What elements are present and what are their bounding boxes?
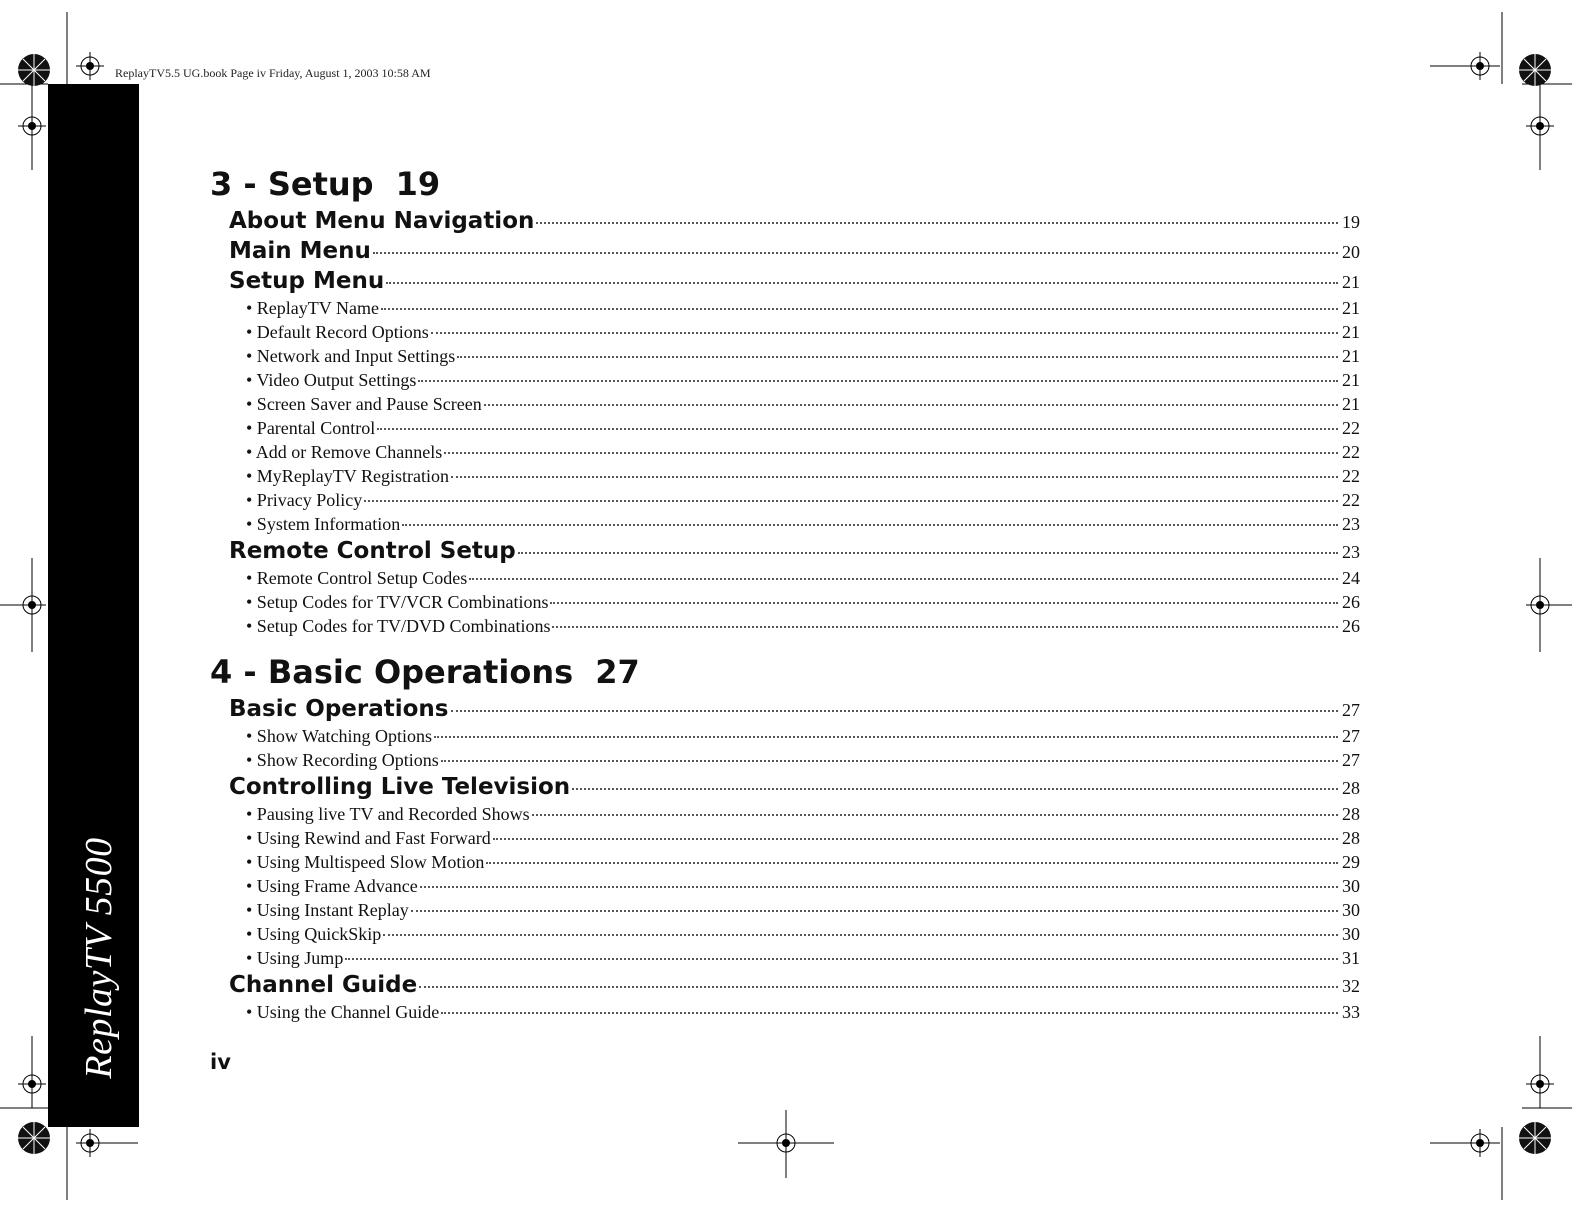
entry-label: Controlling Live Television <box>229 774 571 800</box>
entry-label: • Network and Input Settings <box>246 346 456 366</box>
toc-subentry[interactable] <box>210 464 1360 488</box>
entry-page-number: 33 <box>1342 1002 1360 1022</box>
entry-page-number: 26 <box>1342 616 1360 636</box>
toc-subentry[interactable] <box>210 922 1360 946</box>
dot-leader <box>451 476 1338 478</box>
toc-subentry[interactable] <box>210 1000 1360 1024</box>
toc-subentry[interactable] <box>210 296 1360 320</box>
entry-page-number: 22 <box>1342 442 1360 462</box>
dot-leader <box>434 736 1338 738</box>
entry-label: • System Information <box>246 514 401 534</box>
dot-leader <box>386 282 1338 284</box>
dot-leader <box>550 602 1338 604</box>
toc-subentry[interactable] <box>210 368 1360 392</box>
toc-section-entry[interactable] <box>210 694 1360 724</box>
entry-page-number: 30 <box>1342 900 1360 920</box>
entry-label: Main Menu <box>229 238 371 264</box>
dot-leader <box>451 710 1339 712</box>
dot-leader <box>518 552 1338 554</box>
entry-page-number: 29 <box>1342 852 1360 872</box>
toc-subentry[interactable] <box>210 898 1360 922</box>
entry-label: • Video Output Settings <box>246 370 417 390</box>
toc-subentry[interactable] <box>210 590 1360 614</box>
entry-label: • Show Watching Options <box>246 726 433 746</box>
dot-leader <box>572 788 1338 790</box>
toc-subentry[interactable] <box>210 344 1360 368</box>
entry-label: • Using Rewind and Fast Forward <box>246 828 491 848</box>
dot-leader <box>418 380 1338 382</box>
toc-subentry[interactable] <box>210 392 1360 416</box>
entry-label: • Using Multispeed Slow Motion <box>246 852 485 872</box>
toc-subentry[interactable] <box>210 320 1360 344</box>
page-number: iv <box>210 1050 231 1074</box>
entry-page-number: 32 <box>1342 976 1360 996</box>
entry-page-number: 21 <box>1342 394 1360 414</box>
dot-leader <box>441 760 1338 762</box>
sidebar-title: ReplayTV 5500 <box>78 837 120 1079</box>
entry-label: • MyReplayTV Registration <box>246 466 449 486</box>
chapter-title: 4 - Basic Operations <box>210 653 574 691</box>
toc-subentry[interactable] <box>210 748 1360 772</box>
chapter-heading <box>210 162 1360 206</box>
entry-page-number: 26 <box>1342 592 1360 612</box>
toc-subentry[interactable] <box>210 946 1360 970</box>
entry-label: About Menu Navigation <box>229 208 535 234</box>
entry-page-number: 21 <box>1342 272 1360 292</box>
entry-label: • Screen Saver and Pause Screen <box>246 394 482 414</box>
toc-subentry[interactable] <box>210 874 1360 898</box>
toc-subentry[interactable] <box>210 488 1360 512</box>
entry-label: • Default Record Options <box>246 322 429 342</box>
entry-page-number: 31 <box>1342 948 1360 968</box>
dot-leader <box>381 308 1338 310</box>
entry-label: • Using QuickSkip <box>246 924 382 944</box>
entry-label: • Using Jump <box>246 948 344 968</box>
chapter-gap <box>210 638 1360 650</box>
toc-section-entry[interactable] <box>210 236 1360 266</box>
entry-page-number: 21 <box>1342 298 1360 318</box>
dot-leader <box>493 838 1338 840</box>
dot-leader <box>373 252 1338 254</box>
entry-label: • Setup Codes for TV/VCR Combinations <box>246 592 549 612</box>
entry-page-number: 28 <box>1342 828 1360 848</box>
dot-leader <box>431 332 1338 334</box>
dot-leader <box>536 222 1338 224</box>
toc-section-entry[interactable] <box>210 970 1360 1000</box>
toc-section-entry[interactable] <box>210 536 1360 566</box>
toc-subentry[interactable] <box>210 440 1360 464</box>
entry-page-number: 24 <box>1342 568 1360 588</box>
entry-label: • Pausing live TV and Recorded Shows <box>246 804 530 824</box>
entry-page-number: 23 <box>1342 542 1360 562</box>
entry-label: Channel Guide <box>229 972 418 998</box>
entry-page-number: 19 <box>1342 212 1360 232</box>
entry-page-number: 21 <box>1342 370 1360 390</box>
entry-label: • Using Instant Replay <box>246 900 409 920</box>
toc-subentry[interactable] <box>210 614 1360 638</box>
entry-page-number: 21 <box>1342 346 1360 366</box>
dot-leader <box>383 934 1338 936</box>
dot-leader <box>364 500 1338 502</box>
entry-page-number: 28 <box>1342 778 1360 798</box>
toc-subentry[interactable] <box>210 802 1360 826</box>
toc-subentry[interactable] <box>210 724 1360 748</box>
entry-label: • Parental Control <box>246 418 376 438</box>
entry-page-number: 23 <box>1342 514 1360 534</box>
dot-leader <box>345 958 1338 960</box>
toc-subentry[interactable] <box>210 566 1360 590</box>
entry-label: Basic Operations <box>229 696 449 722</box>
toc-subentry[interactable] <box>210 512 1360 536</box>
dot-leader <box>420 886 1338 888</box>
toc-subentry[interactable] <box>210 826 1360 850</box>
dot-leader <box>457 356 1338 358</box>
dot-leader <box>469 578 1338 580</box>
dot-leader <box>441 1012 1338 1014</box>
entry-label: Remote Control Setup <box>229 538 516 564</box>
entry-page-number: 27 <box>1342 700 1360 720</box>
table-of-contents <box>210 162 1360 1024</box>
entry-page-number: 21 <box>1342 322 1360 342</box>
entry-label: • Remote Control Setup Codes <box>246 568 468 588</box>
toc-subentry[interactable] <box>210 416 1360 440</box>
print-header: ReplayTV5.5 UG.book Page iv Friday, August 1, 2003 10:58 AM <box>115 66 431 80</box>
entry-page-number: 30 <box>1342 924 1360 944</box>
toc-section-entry[interactable] <box>210 772 1360 802</box>
dot-leader <box>402 524 1338 526</box>
entry-page-number: 22 <box>1342 418 1360 438</box>
dot-leader <box>484 404 1338 406</box>
entry-label: Setup Menu <box>229 268 385 294</box>
entry-label: • Show Recording Options <box>246 750 439 770</box>
entry-page-number: 30 <box>1342 876 1360 896</box>
dot-leader <box>411 910 1338 912</box>
entry-page-number: 22 <box>1342 466 1360 486</box>
entry-page-number: 27 <box>1342 726 1360 746</box>
entry-page-number: 20 <box>1342 242 1360 262</box>
dot-leader <box>532 814 1338 816</box>
chapter-page: 19 <box>395 165 441 203</box>
toc-section-entry[interactable] <box>210 266 1360 296</box>
entry-label: • Privacy Policy <box>246 490 363 510</box>
chapter-title: 3 - Setup <box>210 165 374 203</box>
dot-leader <box>419 986 1338 988</box>
entry-label: • Using the Channel Guide <box>246 1002 440 1022</box>
entry-label: • Using Frame Advance <box>246 876 418 896</box>
entry-label: • Setup Codes for TV/DVD Combinations <box>246 616 551 636</box>
dot-leader <box>552 626 1338 628</box>
chapter-page: 27 <box>595 653 640 691</box>
dot-leader <box>486 862 1338 864</box>
entry-page-number: 27 <box>1342 750 1360 770</box>
chapter-heading <box>210 650 1360 694</box>
toc-subentry[interactable] <box>210 850 1360 874</box>
entry-label: • Add or Remove Channels <box>246 442 443 462</box>
entry-label: • ReplayTV Name <box>246 298 379 318</box>
dot-leader <box>377 428 1338 430</box>
entry-page-number: 22 <box>1342 490 1360 510</box>
dot-leader <box>444 452 1338 454</box>
toc-section-entry[interactable] <box>210 206 1360 236</box>
entry-page-number: 28 <box>1342 804 1360 824</box>
